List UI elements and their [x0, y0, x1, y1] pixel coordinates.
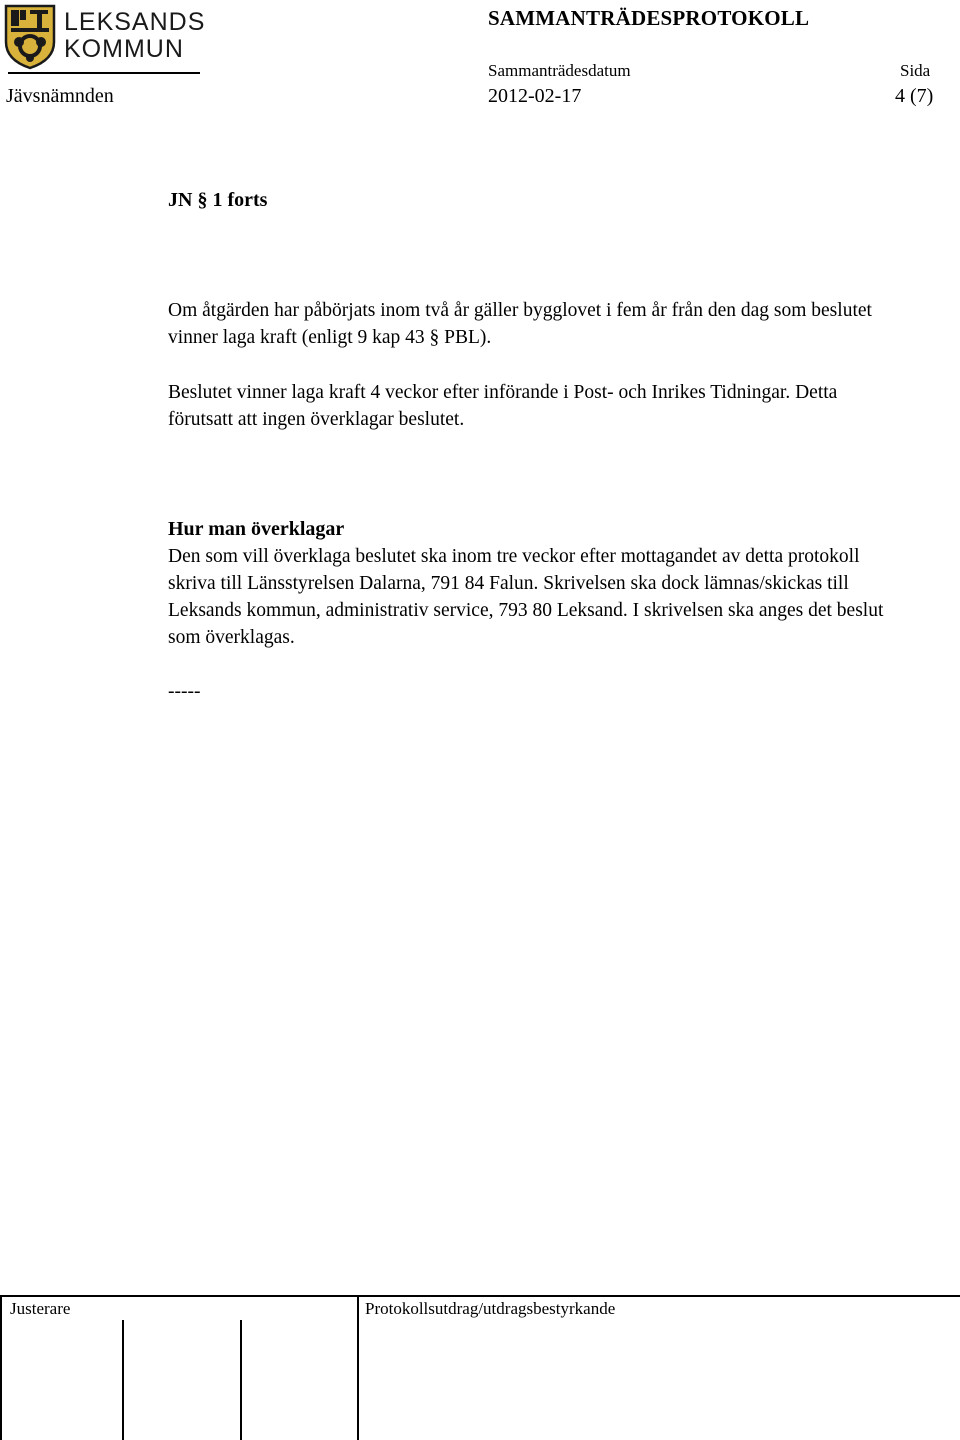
footer-left-rule: [0, 1295, 2, 1440]
appeal-text: Den som vill överklaga beslutet ska inom tre veckor efter mottagandet av detta protokoll skriva till Länsstyrelsen Dalarna, 791 84 Falun. Skrivelsen ska dock lämnas/skickas till Leksands kommun, administrativ service, 793 80 Leksand. I skrivelsen ska anges det beslut som överklagas.: [168, 546, 884, 648]
paragraph-validity: Om åtgärden har påbörjats inom två år gäller bygglovet i fem år från den dag som beslutet vinner laga kraft (enligt 9 kap 43 § PBL).: [168, 300, 872, 348]
logo-text-line2: KOMMUN: [64, 35, 184, 63]
footer-divider-2: [240, 1320, 242, 1440]
section-separator: -----: [168, 681, 201, 702]
page-number: 4 (7): [895, 85, 934, 107]
footer-divider-3: [357, 1295, 359, 1440]
logo-text-line1: LEKSANDS: [64, 8, 206, 36]
appeal-heading: Hur man överklagar: [168, 518, 345, 540]
coat-of-arms-icon: [4, 4, 56, 70]
page-label: Sida: [900, 61, 931, 80]
footer-divider-1: [122, 1320, 124, 1440]
section-heading: JN § 1 forts: [168, 189, 268, 211]
paragraph-legal-force: Beslutet vinner laga kraft 4 veckor efter införande i Post- och Inrikes Tidningar. Detta förutsatt att ingen överklagar beslutet.: [168, 382, 838, 430]
logo-underline: [8, 72, 200, 74]
date-label: Sammanträdesdatum: [488, 61, 631, 80]
meeting-date: 2012-02-17: [488, 85, 582, 107]
footer-top-rule: [0, 1295, 960, 1297]
appeal-section: [168, 516, 888, 651]
document-title: SAMMANTRÄDESPROTOKOLL: [488, 6, 810, 30]
committee-name: Jävsnämnden: [6, 85, 114, 107]
justerare-label: Justerare: [10, 1299, 71, 1318]
municipality-logo: [4, 4, 204, 76]
extract-certification-label: Protokollsutdrag/utdragsbestyrkande: [365, 1299, 616, 1318]
